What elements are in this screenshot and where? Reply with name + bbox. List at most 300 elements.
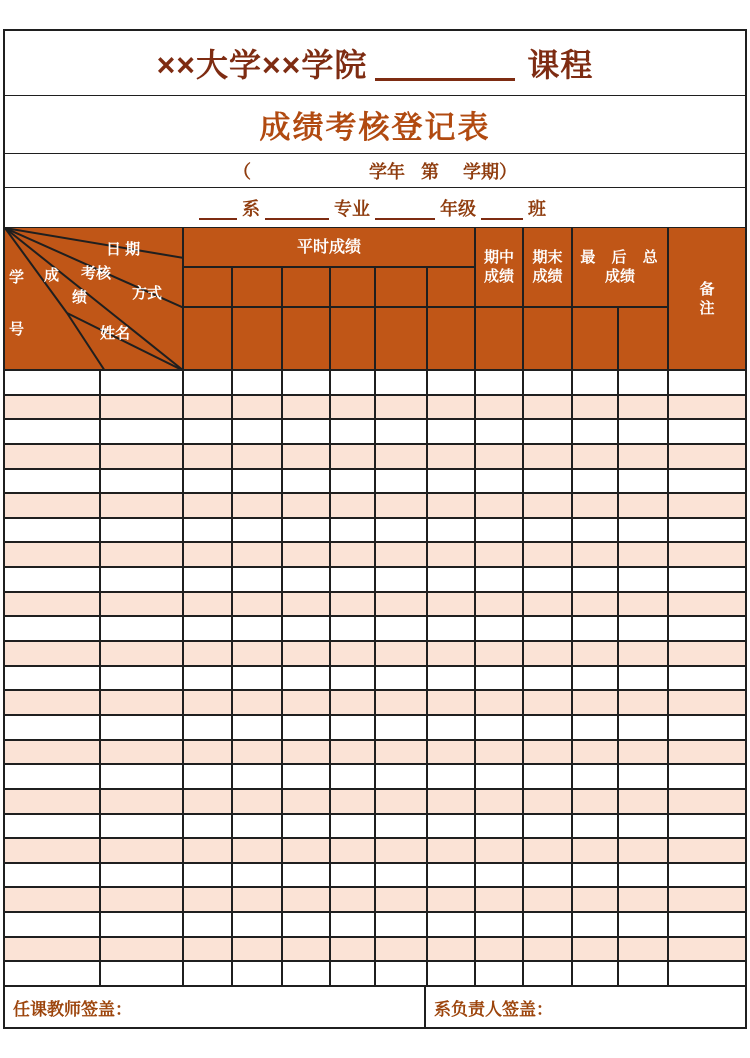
table-cell[interactable]	[232, 814, 282, 839]
table-cell[interactable]	[330, 567, 375, 592]
table-cell[interactable]	[183, 370, 232, 395]
table-cell[interactable]	[375, 961, 427, 986]
table-cell[interactable]	[618, 469, 668, 494]
table-cell[interactable]	[375, 887, 427, 912]
table-cell[interactable]	[375, 863, 427, 888]
table-cell[interactable]	[427, 887, 475, 912]
table-cell[interactable]	[330, 814, 375, 839]
table-cell[interactable]	[282, 887, 330, 912]
table-cell[interactable]	[618, 567, 668, 592]
table-cell[interactable]	[523, 715, 572, 740]
midterm-sub-cell[interactable]	[475, 307, 523, 370]
table-cell[interactable]	[375, 789, 427, 814]
table-cell[interactable]	[100, 395, 183, 420]
table-cell[interactable]	[282, 814, 330, 839]
table-cell[interactable]	[618, 542, 668, 567]
table-cell[interactable]	[100, 838, 183, 863]
table-cell[interactable]	[618, 395, 668, 420]
table-cell[interactable]	[572, 370, 618, 395]
date-cell[interactable]	[330, 267, 375, 307]
table-cell[interactable]	[572, 690, 618, 715]
table-cell[interactable]	[330, 370, 375, 395]
table-cell[interactable]	[183, 814, 232, 839]
table-cell[interactable]	[523, 764, 572, 789]
table-cell[interactable]	[427, 863, 475, 888]
table-cell[interactable]	[475, 616, 523, 641]
table-cell[interactable]	[330, 469, 375, 494]
table-cell[interactable]	[100, 764, 183, 789]
table-cell[interactable]	[282, 740, 330, 765]
table-cell[interactable]	[232, 444, 282, 469]
table-cell[interactable]	[475, 838, 523, 863]
table-cell[interactable]	[572, 740, 618, 765]
table-cell[interactable]	[330, 937, 375, 962]
table-cell[interactable]	[282, 666, 330, 691]
table-cell[interactable]	[183, 863, 232, 888]
table-cell[interactable]	[282, 863, 330, 888]
table-cell[interactable]	[330, 542, 375, 567]
table-cell[interactable]	[4, 567, 100, 592]
table-cell[interactable]	[572, 715, 618, 740]
table-cell[interactable]	[668, 444, 746, 469]
table-cell[interactable]	[375, 814, 427, 839]
table-cell[interactable]	[183, 666, 232, 691]
table-cell[interactable]	[330, 961, 375, 986]
table-cell[interactable]	[4, 444, 100, 469]
dept-blank-field[interactable]	[199, 218, 237, 220]
table-cell[interactable]	[330, 592, 375, 617]
table-cell[interactable]	[475, 690, 523, 715]
table-cell[interactable]	[427, 740, 475, 765]
table-cell[interactable]	[475, 740, 523, 765]
table-cell[interactable]	[668, 592, 746, 617]
table-cell[interactable]	[523, 370, 572, 395]
table-cell[interactable]	[4, 838, 100, 863]
table-cell[interactable]	[668, 789, 746, 814]
table-cell[interactable]	[183, 469, 232, 494]
table-cell[interactable]	[427, 370, 475, 395]
table-cell[interactable]	[668, 690, 746, 715]
table-cell[interactable]	[4, 912, 100, 937]
table-cell[interactable]	[572, 887, 618, 912]
table-cell[interactable]	[232, 567, 282, 592]
table-cell[interactable]	[183, 444, 232, 469]
table-cell[interactable]	[618, 937, 668, 962]
table-cell[interactable]	[668, 469, 746, 494]
table-cell[interactable]	[4, 789, 100, 814]
table-cell[interactable]	[475, 863, 523, 888]
table-cell[interactable]	[572, 641, 618, 666]
table-cell[interactable]	[427, 567, 475, 592]
table-cell[interactable]	[4, 616, 100, 641]
table-cell[interactable]	[618, 838, 668, 863]
table-cell[interactable]	[282, 542, 330, 567]
table-cell[interactable]	[4, 542, 100, 567]
table-cell[interactable]	[572, 567, 618, 592]
table-cell[interactable]	[668, 493, 746, 518]
table-cell[interactable]	[282, 715, 330, 740]
table-cell[interactable]	[330, 518, 375, 543]
table-cell[interactable]	[100, 666, 183, 691]
table-cell[interactable]	[475, 937, 523, 962]
table-cell[interactable]	[330, 715, 375, 740]
table-cell[interactable]	[4, 764, 100, 789]
table-cell[interactable]	[523, 395, 572, 420]
table-cell[interactable]	[330, 912, 375, 937]
table-cell[interactable]	[4, 419, 100, 444]
table-cell[interactable]	[475, 961, 523, 986]
table-cell[interactable]	[4, 961, 100, 986]
table-cell[interactable]	[572, 912, 618, 937]
table-cell[interactable]	[475, 912, 523, 937]
table-cell[interactable]	[618, 666, 668, 691]
table-cell[interactable]	[572, 419, 618, 444]
table-cell[interactable]	[668, 838, 746, 863]
table-cell[interactable]	[618, 370, 668, 395]
table-cell[interactable]	[100, 444, 183, 469]
table-cell[interactable]	[4, 641, 100, 666]
table-cell[interactable]	[4, 863, 100, 888]
table-cell[interactable]	[100, 912, 183, 937]
total-sub-cell[interactable]	[618, 307, 668, 370]
table-cell[interactable]	[4, 814, 100, 839]
table-cell[interactable]	[618, 690, 668, 715]
table-cell[interactable]	[282, 370, 330, 395]
table-cell[interactable]	[475, 567, 523, 592]
table-cell[interactable]	[427, 641, 475, 666]
date-cell[interactable]	[375, 267, 427, 307]
table-cell[interactable]	[668, 370, 746, 395]
table-cell[interactable]	[618, 912, 668, 937]
table-cell[interactable]	[618, 961, 668, 986]
table-cell[interactable]	[572, 395, 618, 420]
table-cell[interactable]	[100, 961, 183, 986]
table-cell[interactable]	[282, 567, 330, 592]
table-cell[interactable]	[668, 419, 746, 444]
table-cell[interactable]	[232, 764, 282, 789]
table-cell[interactable]	[282, 592, 330, 617]
table-cell[interactable]	[100, 789, 183, 814]
table-cell[interactable]	[4, 370, 100, 395]
table-cell[interactable]	[330, 690, 375, 715]
table-cell[interactable]	[232, 912, 282, 937]
table-cell[interactable]	[475, 469, 523, 494]
method-cell[interactable]	[375, 307, 427, 370]
table-cell[interactable]	[375, 715, 427, 740]
table-cell[interactable]	[232, 961, 282, 986]
table-cell[interactable]	[572, 814, 618, 839]
table-cell[interactable]	[282, 764, 330, 789]
table-cell[interactable]	[618, 641, 668, 666]
teacher-signature-cell[interactable]	[4, 986, 425, 1028]
table-cell[interactable]	[330, 887, 375, 912]
table-cell[interactable]	[523, 814, 572, 839]
table-cell[interactable]	[668, 641, 746, 666]
table-cell[interactable]	[375, 567, 427, 592]
table-cell[interactable]	[475, 370, 523, 395]
table-cell[interactable]	[183, 912, 232, 937]
table-cell[interactable]	[427, 592, 475, 617]
table-cell[interactable]	[232, 542, 282, 567]
table-cell[interactable]	[183, 518, 232, 543]
table-cell[interactable]	[475, 666, 523, 691]
table-cell[interactable]	[427, 715, 475, 740]
table-cell[interactable]	[427, 493, 475, 518]
table-cell[interactable]	[4, 937, 100, 962]
table-cell[interactable]	[100, 715, 183, 740]
table-cell[interactable]	[618, 518, 668, 543]
table-cell[interactable]	[183, 395, 232, 420]
table-cell[interactable]	[232, 715, 282, 740]
table-cell[interactable]	[523, 863, 572, 888]
table-cell[interactable]	[668, 740, 746, 765]
table-cell[interactable]	[475, 641, 523, 666]
table-cell[interactable]	[668, 542, 746, 567]
table-cell[interactable]	[100, 740, 183, 765]
table-cell[interactable]	[232, 395, 282, 420]
date-cell[interactable]	[427, 267, 475, 307]
course-name-blank-field[interactable]	[375, 78, 515, 81]
table-cell[interactable]	[427, 764, 475, 789]
table-cell[interactable]	[183, 542, 232, 567]
table-cell[interactable]	[523, 518, 572, 543]
date-cell[interactable]	[183, 267, 232, 307]
table-cell[interactable]	[668, 887, 746, 912]
table-cell[interactable]	[475, 887, 523, 912]
table-cell[interactable]	[100, 567, 183, 592]
table-cell[interactable]	[375, 493, 427, 518]
table-cell[interactable]	[427, 937, 475, 962]
table-cell[interactable]	[427, 690, 475, 715]
table-cell[interactable]	[572, 937, 618, 962]
table-cell[interactable]	[427, 444, 475, 469]
table-cell[interactable]	[330, 444, 375, 469]
table-cell[interactable]	[330, 789, 375, 814]
table-cell[interactable]	[475, 395, 523, 420]
table-cell[interactable]	[572, 838, 618, 863]
table-cell[interactable]	[100, 814, 183, 839]
table-cell[interactable]	[4, 518, 100, 543]
table-cell[interactable]	[427, 542, 475, 567]
table-cell[interactable]	[427, 789, 475, 814]
table-cell[interactable]	[232, 518, 282, 543]
table-cell[interactable]	[282, 444, 330, 469]
table-cell[interactable]	[427, 838, 475, 863]
table-cell[interactable]	[282, 469, 330, 494]
table-cell[interactable]	[282, 641, 330, 666]
table-cell[interactable]	[375, 592, 427, 617]
table-cell[interactable]	[475, 764, 523, 789]
table-cell[interactable]	[572, 961, 618, 986]
table-cell[interactable]	[668, 764, 746, 789]
table-cell[interactable]	[100, 419, 183, 444]
table-cell[interactable]	[232, 666, 282, 691]
table-cell[interactable]	[282, 838, 330, 863]
table-cell[interactable]	[523, 690, 572, 715]
table-cell[interactable]	[100, 863, 183, 888]
table-cell[interactable]	[330, 863, 375, 888]
table-cell[interactable]	[668, 814, 746, 839]
table-cell[interactable]	[523, 666, 572, 691]
method-cell[interactable]	[427, 307, 475, 370]
method-cell[interactable]	[183, 307, 232, 370]
table-cell[interactable]	[100, 469, 183, 494]
table-cell[interactable]	[282, 493, 330, 518]
table-cell[interactable]	[475, 493, 523, 518]
table-cell[interactable]	[375, 838, 427, 863]
table-cell[interactable]	[282, 518, 330, 543]
table-cell[interactable]	[523, 542, 572, 567]
table-cell[interactable]	[618, 887, 668, 912]
table-cell[interactable]	[523, 419, 572, 444]
table-cell[interactable]	[100, 641, 183, 666]
table-cell[interactable]	[668, 567, 746, 592]
table-cell[interactable]	[427, 912, 475, 937]
table-cell[interactable]	[232, 616, 282, 641]
table-cell[interactable]	[232, 937, 282, 962]
table-cell[interactable]	[4, 887, 100, 912]
table-cell[interactable]	[427, 616, 475, 641]
table-cell[interactable]	[100, 690, 183, 715]
table-cell[interactable]	[618, 740, 668, 765]
table-cell[interactable]	[618, 616, 668, 641]
table-cell[interactable]	[330, 493, 375, 518]
table-cell[interactable]	[475, 789, 523, 814]
table-cell[interactable]	[668, 616, 746, 641]
table-cell[interactable]	[572, 493, 618, 518]
table-cell[interactable]	[4, 690, 100, 715]
table-cell[interactable]	[330, 666, 375, 691]
table-cell[interactable]	[375, 395, 427, 420]
table-cell[interactable]	[100, 518, 183, 543]
table-cell[interactable]	[668, 715, 746, 740]
table-cell[interactable]	[618, 419, 668, 444]
table-cell[interactable]	[523, 641, 572, 666]
table-cell[interactable]	[375, 469, 427, 494]
table-cell[interactable]	[232, 641, 282, 666]
dept-head-signature-cell[interactable]	[425, 986, 746, 1028]
table-cell[interactable]	[282, 912, 330, 937]
table-cell[interactable]	[427, 419, 475, 444]
table-cell[interactable]	[375, 370, 427, 395]
table-cell[interactable]	[475, 814, 523, 839]
table-cell[interactable]	[183, 789, 232, 814]
table-cell[interactable]	[100, 592, 183, 617]
table-cell[interactable]	[523, 838, 572, 863]
table-cell[interactable]	[232, 370, 282, 395]
table-cell[interactable]	[523, 740, 572, 765]
table-cell[interactable]	[375, 740, 427, 765]
table-cell[interactable]	[375, 444, 427, 469]
table-cell[interactable]	[618, 592, 668, 617]
table-cell[interactable]	[618, 764, 668, 789]
table-cell[interactable]	[100, 937, 183, 962]
table-cell[interactable]	[668, 395, 746, 420]
table-cell[interactable]	[618, 444, 668, 469]
table-cell[interactable]	[183, 616, 232, 641]
table-cell[interactable]	[232, 863, 282, 888]
table-cell[interactable]	[100, 542, 183, 567]
table-cell[interactable]	[572, 789, 618, 814]
table-cell[interactable]	[4, 715, 100, 740]
table-cell[interactable]	[183, 838, 232, 863]
method-cell[interactable]	[232, 307, 282, 370]
table-cell[interactable]	[4, 469, 100, 494]
table-cell[interactable]	[475, 444, 523, 469]
table-cell[interactable]	[668, 666, 746, 691]
grade-blank-field[interactable]	[375, 218, 435, 220]
table-cell[interactable]	[375, 419, 427, 444]
table-cell[interactable]	[618, 493, 668, 518]
table-cell[interactable]	[523, 937, 572, 962]
table-cell[interactable]	[330, 740, 375, 765]
table-cell[interactable]	[183, 715, 232, 740]
table-cell[interactable]	[375, 937, 427, 962]
table-cell[interactable]	[100, 887, 183, 912]
table-cell[interactable]	[427, 814, 475, 839]
table-cell[interactable]	[330, 838, 375, 863]
table-cell[interactable]	[523, 469, 572, 494]
table-cell[interactable]	[618, 863, 668, 888]
table-cell[interactable]	[618, 715, 668, 740]
table-cell[interactable]	[282, 690, 330, 715]
table-cell[interactable]	[668, 863, 746, 888]
table-cell[interactable]	[330, 641, 375, 666]
table-cell[interactable]	[427, 395, 475, 420]
table-cell[interactable]	[183, 641, 232, 666]
table-cell[interactable]	[282, 789, 330, 814]
table-cell[interactable]	[282, 616, 330, 641]
table-cell[interactable]	[427, 518, 475, 543]
table-cell[interactable]	[232, 592, 282, 617]
table-cell[interactable]	[375, 764, 427, 789]
table-cell[interactable]	[183, 567, 232, 592]
table-cell[interactable]	[523, 616, 572, 641]
table-cell[interactable]	[232, 838, 282, 863]
table-cell[interactable]	[330, 395, 375, 420]
table-cell[interactable]	[668, 937, 746, 962]
table-cell[interactable]	[572, 518, 618, 543]
table-cell[interactable]	[100, 370, 183, 395]
table-cell[interactable]	[668, 912, 746, 937]
table-cell[interactable]	[282, 937, 330, 962]
table-cell[interactable]	[232, 493, 282, 518]
table-cell[interactable]	[668, 518, 746, 543]
total-sub-cell[interactable]	[572, 307, 618, 370]
table-cell[interactable]	[475, 518, 523, 543]
date-cell[interactable]	[282, 267, 330, 307]
table-cell[interactable]	[282, 419, 330, 444]
table-cell[interactable]	[183, 419, 232, 444]
table-cell[interactable]	[232, 469, 282, 494]
table-cell[interactable]	[100, 616, 183, 641]
table-cell[interactable]	[232, 789, 282, 814]
table-cell[interactable]	[523, 567, 572, 592]
table-cell[interactable]	[572, 616, 618, 641]
table-cell[interactable]	[475, 542, 523, 567]
table-cell[interactable]	[572, 764, 618, 789]
table-cell[interactable]	[183, 690, 232, 715]
table-cell[interactable]	[4, 666, 100, 691]
method-cell[interactable]	[330, 307, 375, 370]
table-cell[interactable]	[4, 740, 100, 765]
table-cell[interactable]	[572, 863, 618, 888]
table-cell[interactable]	[183, 887, 232, 912]
table-cell[interactable]	[330, 764, 375, 789]
table-cell[interactable]	[330, 616, 375, 641]
table-cell[interactable]	[523, 789, 572, 814]
table-cell[interactable]	[427, 666, 475, 691]
